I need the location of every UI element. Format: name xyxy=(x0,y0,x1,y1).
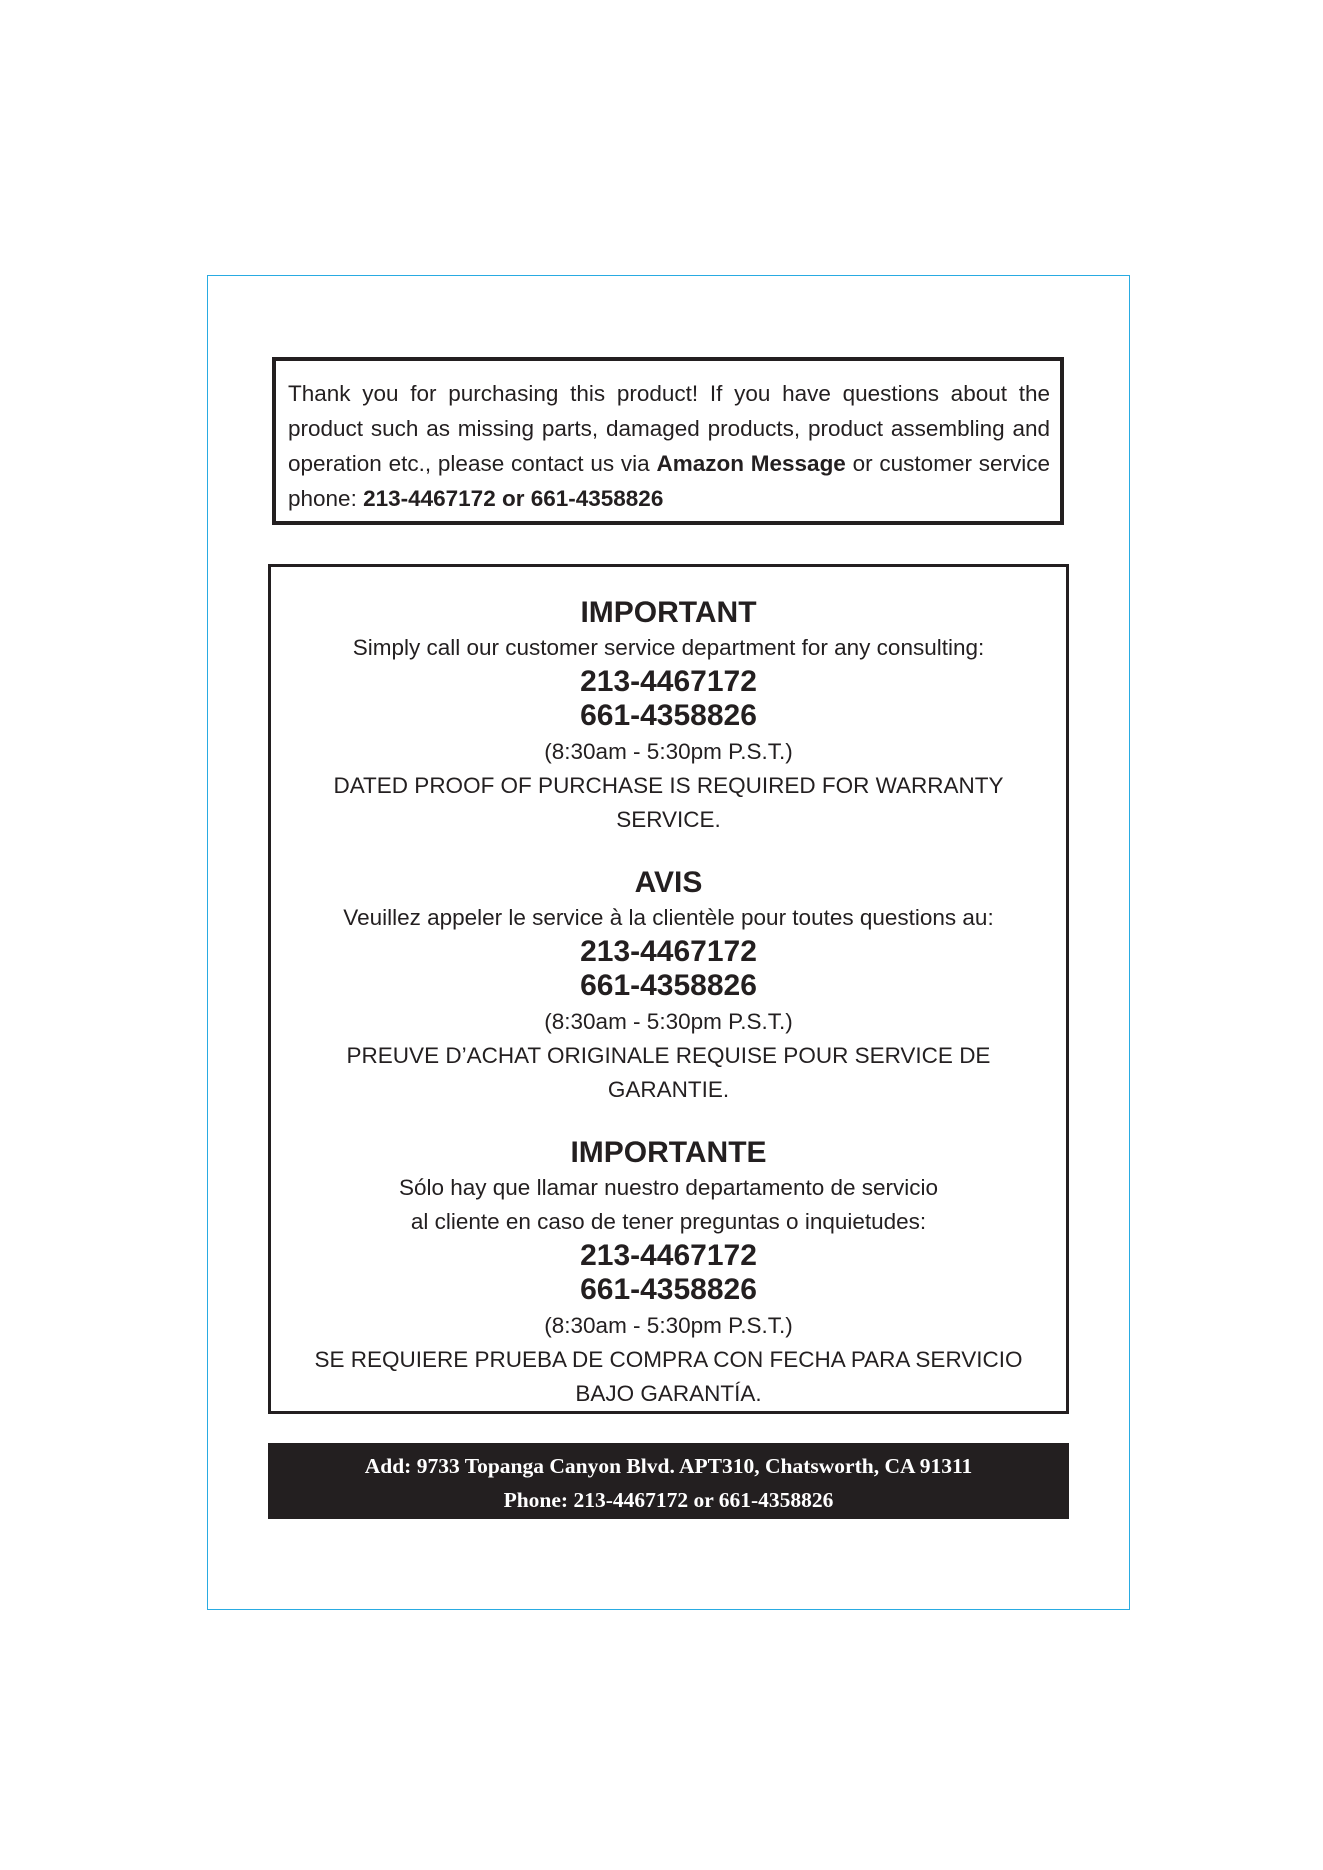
section-title: AVIS xyxy=(634,866,703,899)
contact-phones: 213-4467172 or 661-4358826 xyxy=(363,486,664,511)
proof-of-purchase-note: DATED PROOF OF PURCHASE IS REQUIRED FOR WARRANTY SERVICE. xyxy=(333,773,1004,832)
service-hours: (8:30am - 5:30pm P.S.T.) xyxy=(544,1313,793,1338)
service-hours: (8:30am - 5:30pm P.S.T.) xyxy=(544,1009,793,1034)
thank-you-middle: or customer service phone: xyxy=(288,451,1051,511)
contact-channel: Amazon Message xyxy=(656,451,846,476)
section-instruction: Simply call our customer service department for any consulting: xyxy=(352,635,985,660)
thank-you-notice xyxy=(272,357,1064,525)
address-line: Add: 9733 Topanga Canyon Blvd. APT310, Chatsworth, CA 91311 xyxy=(364,1454,973,1478)
section-instruction: Veuillez appeler le service à la clientèle pour toutes questions au: xyxy=(343,905,994,930)
phone-number: 213-4467172 xyxy=(580,1239,757,1272)
footer-phone-line: Phone: 213-4467172 or 661-4358826 xyxy=(503,1488,834,1512)
phone-number: 661-4358826 xyxy=(580,699,757,732)
section-instruction: Sólo hay que llamar nuestro departamento de servicio xyxy=(398,1175,939,1200)
service-hours: (8:30am - 5:30pm P.S.T.) xyxy=(544,739,793,764)
address-footer xyxy=(268,1443,1069,1519)
phone-number: 213-4467172 xyxy=(580,665,757,698)
warranty-notice-box xyxy=(268,564,1069,1414)
proof-of-purchase-note: PREUVE D’ACHAT ORIGINALE REQUISE POUR SERVICE DE GARANTIE. xyxy=(346,1043,991,1102)
section-title: IMPORTANTE xyxy=(570,1136,767,1169)
phone-number: 661-4358826 xyxy=(580,969,757,1002)
proof-of-purchase-note: SE REQUIERE PRUEBA DE COMPRA CON FECHA PARA SERVICIO BAJO GARANTÍA. xyxy=(314,1347,1023,1406)
section-french xyxy=(271,865,1066,1107)
section-spanish xyxy=(271,1135,1066,1411)
phone-number: 213-4467172 xyxy=(580,935,757,968)
thank-you-intro: Thank you for purchasing this product! If you have questions about the product such as missing parts, damaged products, product assembling and operation etc., please contact us via xyxy=(288,381,1050,476)
section-instruction: al cliente en caso de tener preguntas o inquietudes: xyxy=(410,1209,927,1234)
section-title: IMPORTANT xyxy=(580,596,757,629)
phone-number: 661-4358826 xyxy=(580,1273,757,1306)
section-english xyxy=(271,595,1066,837)
